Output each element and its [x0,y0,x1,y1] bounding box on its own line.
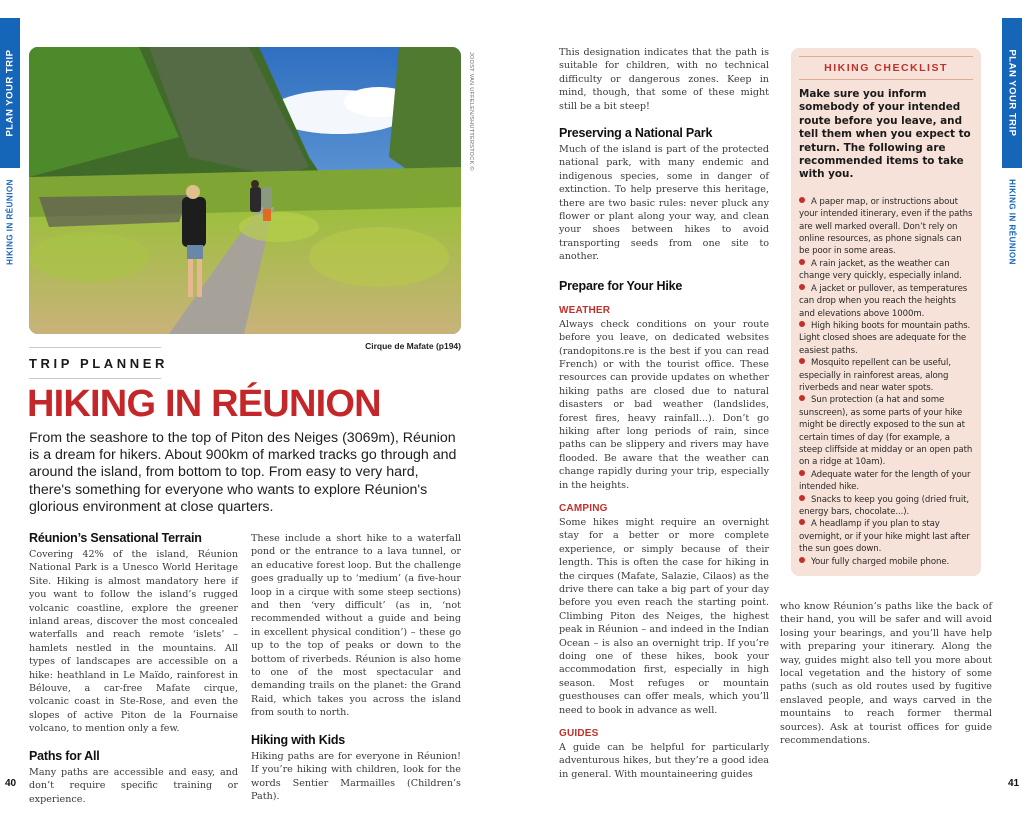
checklist-item-text: Sun protection (a hat and some sunscreen), as some parts of your hike might be directly exposed to the sun at certain times of day (for example, a steep cliffside at midday or an open path on a ridge at 10am). [799,395,973,468]
bullet-icon [799,557,805,563]
page-title: HIKING IN RÉUNION [27,383,381,425]
checklist-item-text: A rain jacket, as the weather can change very quickly, especially inland. [799,258,962,282]
subheading-weather: WEATHER [559,304,611,316]
bullet-icon [799,197,805,203]
checklist-items [799,196,973,568]
column-4 [780,600,992,747]
checklist-item-text: A paper map, or instructions about your intended itinerary, even if the paths are well marked overall. Don’t rely on online resources, as phone signals can be poor in some areas. [799,196,973,257]
section-tab-label: PLAN YOUR TRIP [4,49,16,137]
chapter-tab-hiking [1002,172,1022,272]
column-1 [29,530,238,806]
checklist-item-text: Snacks to keep you going (dried fruit, energy bars, chocolate...). [799,494,970,517]
checklist-item-text: A jacket or pullover, as temperatures can drop when you reach the heights and elevations above 1000m. [799,283,968,319]
paragraph: These include a short hike to a waterfall pond or the entrance to a lava tunnel, or an educative forest loop. But the challenge goes gradually up to ‘medium’ (a five-hour loop in a cirque with some steep sections) and then ‘very difficult’ (as in, ‘not recommended without a guide and being in excellent physical condition’) – these go up to the top of peaks or down to the bottom of riverbeds. Réunion is also home to one of the most spectacular and demanding trails on the planet: the Grand Raid, which takes you across the island from south to north. [251,533,461,719]
divider [799,79,973,80]
bullet-icon [799,259,805,265]
bullet-icon [799,358,805,364]
hero-photo [29,47,461,334]
checklist-item [799,357,973,394]
photo-caption: Cirque de Mafate (p194) [365,341,461,351]
photo-credit [466,52,476,202]
chapter-tab-label: HIKING IN RÉUNION [5,179,15,265]
paragraph: Many paths are accessible and easy, and don’t require specific training or experience. [29,766,238,805]
checklist-item [799,394,973,468]
intro-paragraph: From the seashore to the top of Piton des Neiges (3069m), Réunion is a dream for hikers. About 900km of marked tracks go through and around the island, from bottom to top. From easy to very hard, there's something for everyone who wants to explore Réunion's glorious environment at close quarters. [29,430,457,515]
section-tab-plan-your-trip[interactable] [1002,18,1022,168]
subheading-guides: GUIDES [559,728,599,740]
checklist-item-text: Mosquito repellent can be useful, especially in rainforest areas, along riverbeds and near water spots. [799,358,951,393]
chapter-tab-hiking [0,172,20,272]
page-number-left: 40 [5,778,17,789]
heading-preserving-park: Preserving a National Park [559,126,713,141]
chapter-tab-label: HIKING IN RÉUNION [1007,179,1017,265]
column-3 [559,46,769,781]
section-tab-plan-your-trip[interactable] [0,18,20,168]
paragraph: This designation indicates that the path is suitable for children, with no technical difficulty or dangerous zones. Keep in mind, though, that some of these might still be a bit steep! [559,47,769,112]
checklist-item-text: A headlamp if you plan to stay overnight, or if your hike might last after the sun goes down. [799,519,970,555]
checklist-item [799,469,973,494]
bullet-icon [799,519,805,525]
heading-paths-for-all: Paths for All [29,748,100,763]
paragraph: who know Réunion’s paths like the back of their hand, you will be safer and will avoid losing your bearings, and you’ll have help with preparing your itinerary. Along the way, guides might also tell you more about local vegetation and the history of some paths (such as old routes used by fugitive enslaved people, and ways carved in the mountains to reach former thermal sources). Ask at tourist offices for guide recommendations. [780,601,992,747]
checklist-item [799,556,973,568]
bullet-icon [799,470,805,476]
paragraph: Much of the island is part of the protected national park, with many endemic and indigenous species, some in danger of extinction. To help preserve this heritage, there are two basic rules: never pluck any flower or plant along your way, and clean your shoes between hikes to avoid transporting seeds from one site to another. [559,144,769,263]
subheading-camping: CAMPING [559,502,608,514]
section-tab-label: PLAN YOUR TRIP [1006,49,1018,137]
paragraph: Hiking paths are for everyone in Réunion! If you’re hiking with children, look for the words Sentier Marmailles (Children’s Path). [251,750,461,802]
checklist-item [799,283,973,320]
divider [29,378,161,379]
page-number-right: 41 [1008,778,1020,789]
column-2 [251,532,461,803]
checklist-item [799,258,973,283]
checklist-title: HIKING CHECKLIST [824,62,948,74]
checklist-item [799,320,973,357]
hiking-landscape-image [29,47,461,334]
bullet-icon [799,395,805,401]
section-kicker: TRIP PLANNER [29,356,169,371]
bullet-icon [799,495,805,501]
photo-credit-text: JOOST VAN UFFELEN/SHUTTERSTOCK © [468,52,474,171]
heading-prepare-hike: Prepare for Your Hike [559,278,683,293]
hiking-checklist-box [791,48,981,576]
paragraph: Some hikes might require an overnight stay for a better or more complete experience, or simply because of their length. This is often the case for hiking in the cirques (Mafate, Salazie, Cilaos) as the drive there can take a big part of your day before you even reach the starting point. Climbing Piton des Neiges, the highest peak in Réunion – and indeed in the Indian Ocean – is also an overnight trip. If you’re doing one of these hikes, book your accommodation first, especially in high season. Most refuges or mountain guesthouses can offer meals, which you’ll need to book in advance as well. [559,516,769,716]
checklist-intro: Make sure you inform somebody of your intended route before you leave, and tell them when you expect to return. The following are recommended items to take with you. [799,88,971,181]
heading-sensational-terrain: Réunion’s Sensational Terrain [29,531,202,545]
divider [29,347,161,348]
bullet-icon [799,321,805,327]
checklist-item-text: High hiking boots for mountain paths. Light closed shoes are adequate for the easiest paths. [799,320,971,356]
checklist-item-text: Adequate water for the length of your intended hike. [799,469,971,493]
paragraph: A guide can be helpful for particularly adventurous hikes, but they’re a good idea in general. With mountaineering guides [559,742,769,780]
bullet-icon [799,284,805,290]
paragraph: Covering 42% of the island, Réunion National Park is a Unesco World Heritage Site. Hiking is almost mandatory here if you want to follow the island’s rugged volcanic coastline, explore the greener inland areas, discover the most concealed waterfalls and reach remote ‘islets’ – hamlets nestled in the mountains. All types of landscapes are accessible on a hike: heathland in Le Maïdo, rainforest in Bélouve, a car-free Mafate cirque, volcanic coast in Ste-Rose, and even the slopes of active Piton de la Fournaise volcano, to mention only a few. [29,549,238,735]
heading-hiking-with-kids: Hiking with Kids [251,732,346,747]
checklist-item [799,494,973,519]
checklist-item [799,196,973,258]
paragraph: Always check conditions on your route before you leave, on dedicated websites (randopitons.re is the best if you can read French) or with the tourist office. These resources can provide updates on whether hiking paths are closed due to natural disasters or bad weather (landslides, forest fires, heavy rainfall...). Don’t go hiking after long periods of rain, since paths can be slippery and rivers may have flooded. Be aware that the weather can change rapidly during your trip, especially in the heights. [559,318,769,491]
checklist-item [799,518,973,555]
checklist-item-text: Your fully charged mobile phone. [811,556,950,567]
